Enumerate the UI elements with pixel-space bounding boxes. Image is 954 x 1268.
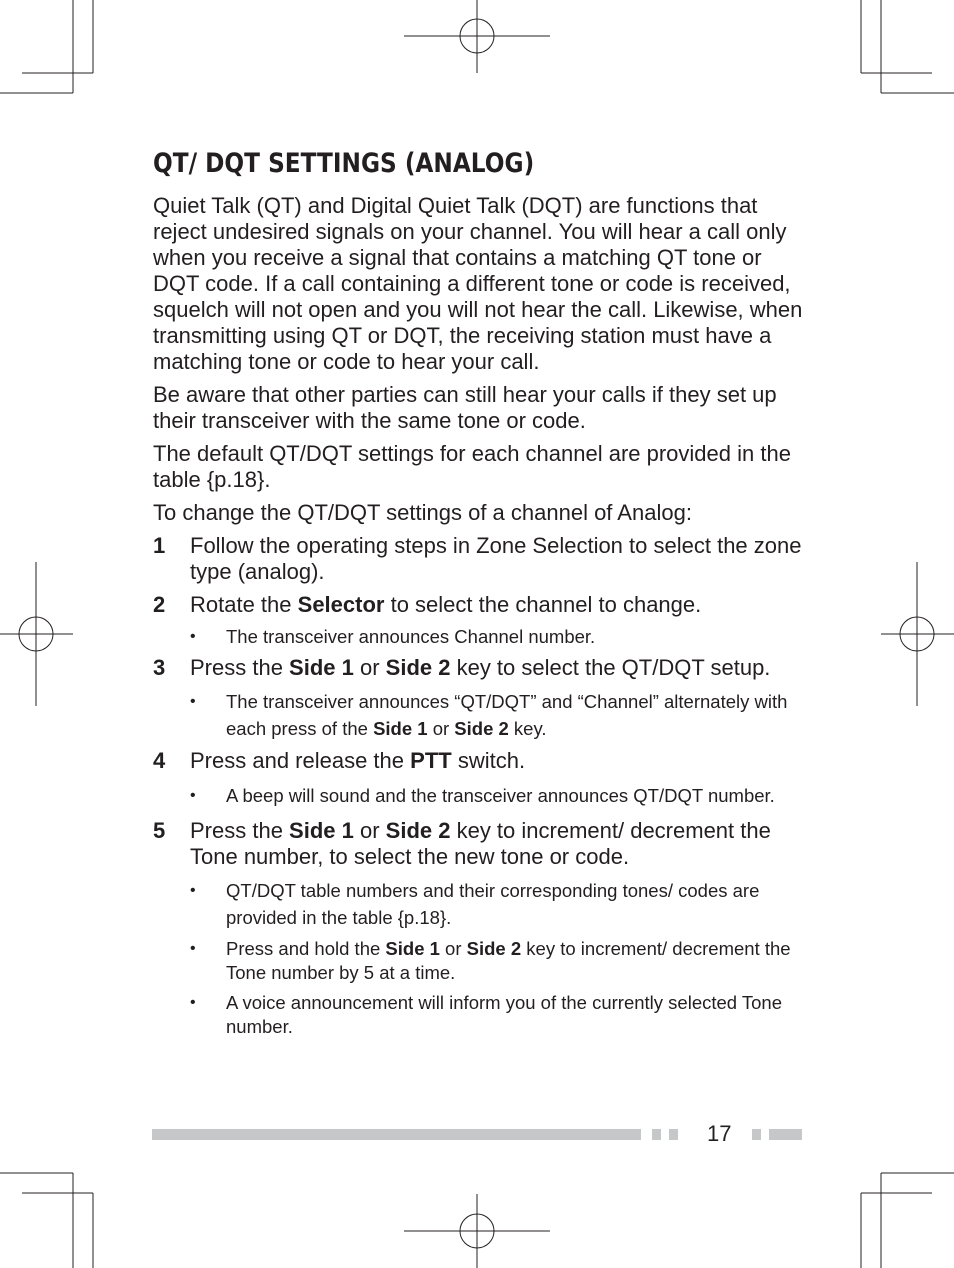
step-text xyxy=(190,748,525,773)
footer-block xyxy=(652,1129,661,1140)
step-number: 3 xyxy=(153,655,166,680)
step-5-bullet-1 xyxy=(153,877,803,931)
bullet-text: QT/DQT table numbers and their corresponding tones/ codes are provided in the table {p.18}. xyxy=(226,880,760,928)
key-name-side-2: Side 2 xyxy=(466,938,522,959)
step-2-bullet-1 xyxy=(153,625,803,649)
step-number: 1 xyxy=(153,533,166,558)
step-3-bullet-1 xyxy=(153,688,803,742)
step-number: 4 xyxy=(153,748,166,773)
switch-name-ptt: PTT xyxy=(410,748,452,773)
bullet-icon: • xyxy=(190,940,196,957)
step-3 xyxy=(153,655,803,681)
bullet-text xyxy=(226,691,787,739)
bullet-text xyxy=(226,938,791,983)
step-number: 5 xyxy=(153,818,166,843)
footer-bar xyxy=(152,1129,641,1140)
bullet-icon: • xyxy=(190,994,196,1011)
step-text: Follow the operating steps in Zone Selection to select the zone type (analog). xyxy=(190,533,802,584)
text-run: key. xyxy=(508,718,547,739)
intro-paragraph-1: Quiet Talk (QT) and Digital Quiet Talk (DQT) are functions that reject undesired signals on your channel. You will hear a call only when you receive a signal that contains a matching QT tone or DQT code. If a call containing a different tone or code is received, squelch will not open and you will not hear the call. Likewise, when transmitting using QT or DQT, the receiving station must have a matching tone or code to hear your call. xyxy=(153,193,803,374)
key-name-side-2: Side 2 xyxy=(385,818,451,843)
intro-paragraph-2: Be aware that other parties can still hear your calls if they set up their transceiver with the same tone or code. xyxy=(153,382,777,433)
key-name-side-1: Side 1 xyxy=(289,818,354,843)
text-run: Press the xyxy=(190,655,290,680)
bullet-icon: • xyxy=(190,882,196,899)
bullet-text: The transceiver announces Channel number. xyxy=(226,626,596,647)
step-5-bullet-3 xyxy=(153,991,803,1039)
page-content xyxy=(153,148,803,1045)
step-2 xyxy=(153,592,803,618)
page-footer xyxy=(152,1120,802,1150)
key-name-side-2: Side 2 xyxy=(454,718,509,739)
key-name-side-1: Side 1 xyxy=(385,938,440,959)
bullet-text: A beep will sound and the transceiver announces QT/DQT number. xyxy=(226,785,775,806)
text-run: key to select the QT/DQT setup. xyxy=(450,655,771,680)
text-run: key to increment/ decrement the Tone number, to select the new tone or code. xyxy=(190,818,771,869)
key-name-side-1: Side 1 xyxy=(289,655,354,680)
step-text xyxy=(190,655,770,680)
text-run: to select the channel to change. xyxy=(384,592,702,617)
step-1 xyxy=(153,533,803,585)
text-run: or xyxy=(427,718,455,739)
step-text xyxy=(190,818,771,869)
text-run: Press and release the xyxy=(190,748,411,773)
text-run: or xyxy=(439,938,467,959)
step-5-bullet-2 xyxy=(153,937,803,985)
intro-paragraph-4: To change the QT/DQT settings of a channel of Analog: xyxy=(153,500,692,525)
step-text xyxy=(190,592,701,617)
step-5 xyxy=(153,818,803,870)
key-name-side-2: Side 2 xyxy=(385,655,451,680)
page-number: 17 xyxy=(707,1121,732,1146)
step-number: 2 xyxy=(153,592,166,617)
text-run: or xyxy=(353,818,386,843)
text-run: Press the xyxy=(190,818,290,843)
section-title: QT/ DQT SETTINGS (ANALOG) xyxy=(153,148,535,179)
bullet-icon: • xyxy=(190,693,196,710)
text-run: switch. xyxy=(451,748,526,773)
bullet-text: A voice announcement will inform you of the currently selected Tone number. xyxy=(226,992,782,1037)
text-run: The transceiver announces “QT/DQT” and “Channel” alternately with each press of the xyxy=(226,691,788,739)
footer-block xyxy=(669,1129,678,1140)
bullet-icon: • xyxy=(190,628,196,645)
step-4 xyxy=(153,748,803,774)
text-run: or xyxy=(353,655,386,680)
step-4-bullet-1 xyxy=(153,784,803,808)
text-run: key to increment/ decrement the Tone number by 5 at a time. xyxy=(226,938,791,983)
footer-bar xyxy=(769,1129,802,1140)
control-name-selector: Selector xyxy=(297,592,385,617)
footer-block xyxy=(752,1129,761,1140)
text-run: Rotate the xyxy=(190,592,298,617)
bullet-icon: • xyxy=(190,787,196,804)
text-run: Press and hold the xyxy=(226,938,386,959)
key-name-side-1: Side 1 xyxy=(373,718,428,739)
intro-paragraph-3: The default QT/DQT settings for each channel are provided in the table {p.18}. xyxy=(153,441,791,492)
